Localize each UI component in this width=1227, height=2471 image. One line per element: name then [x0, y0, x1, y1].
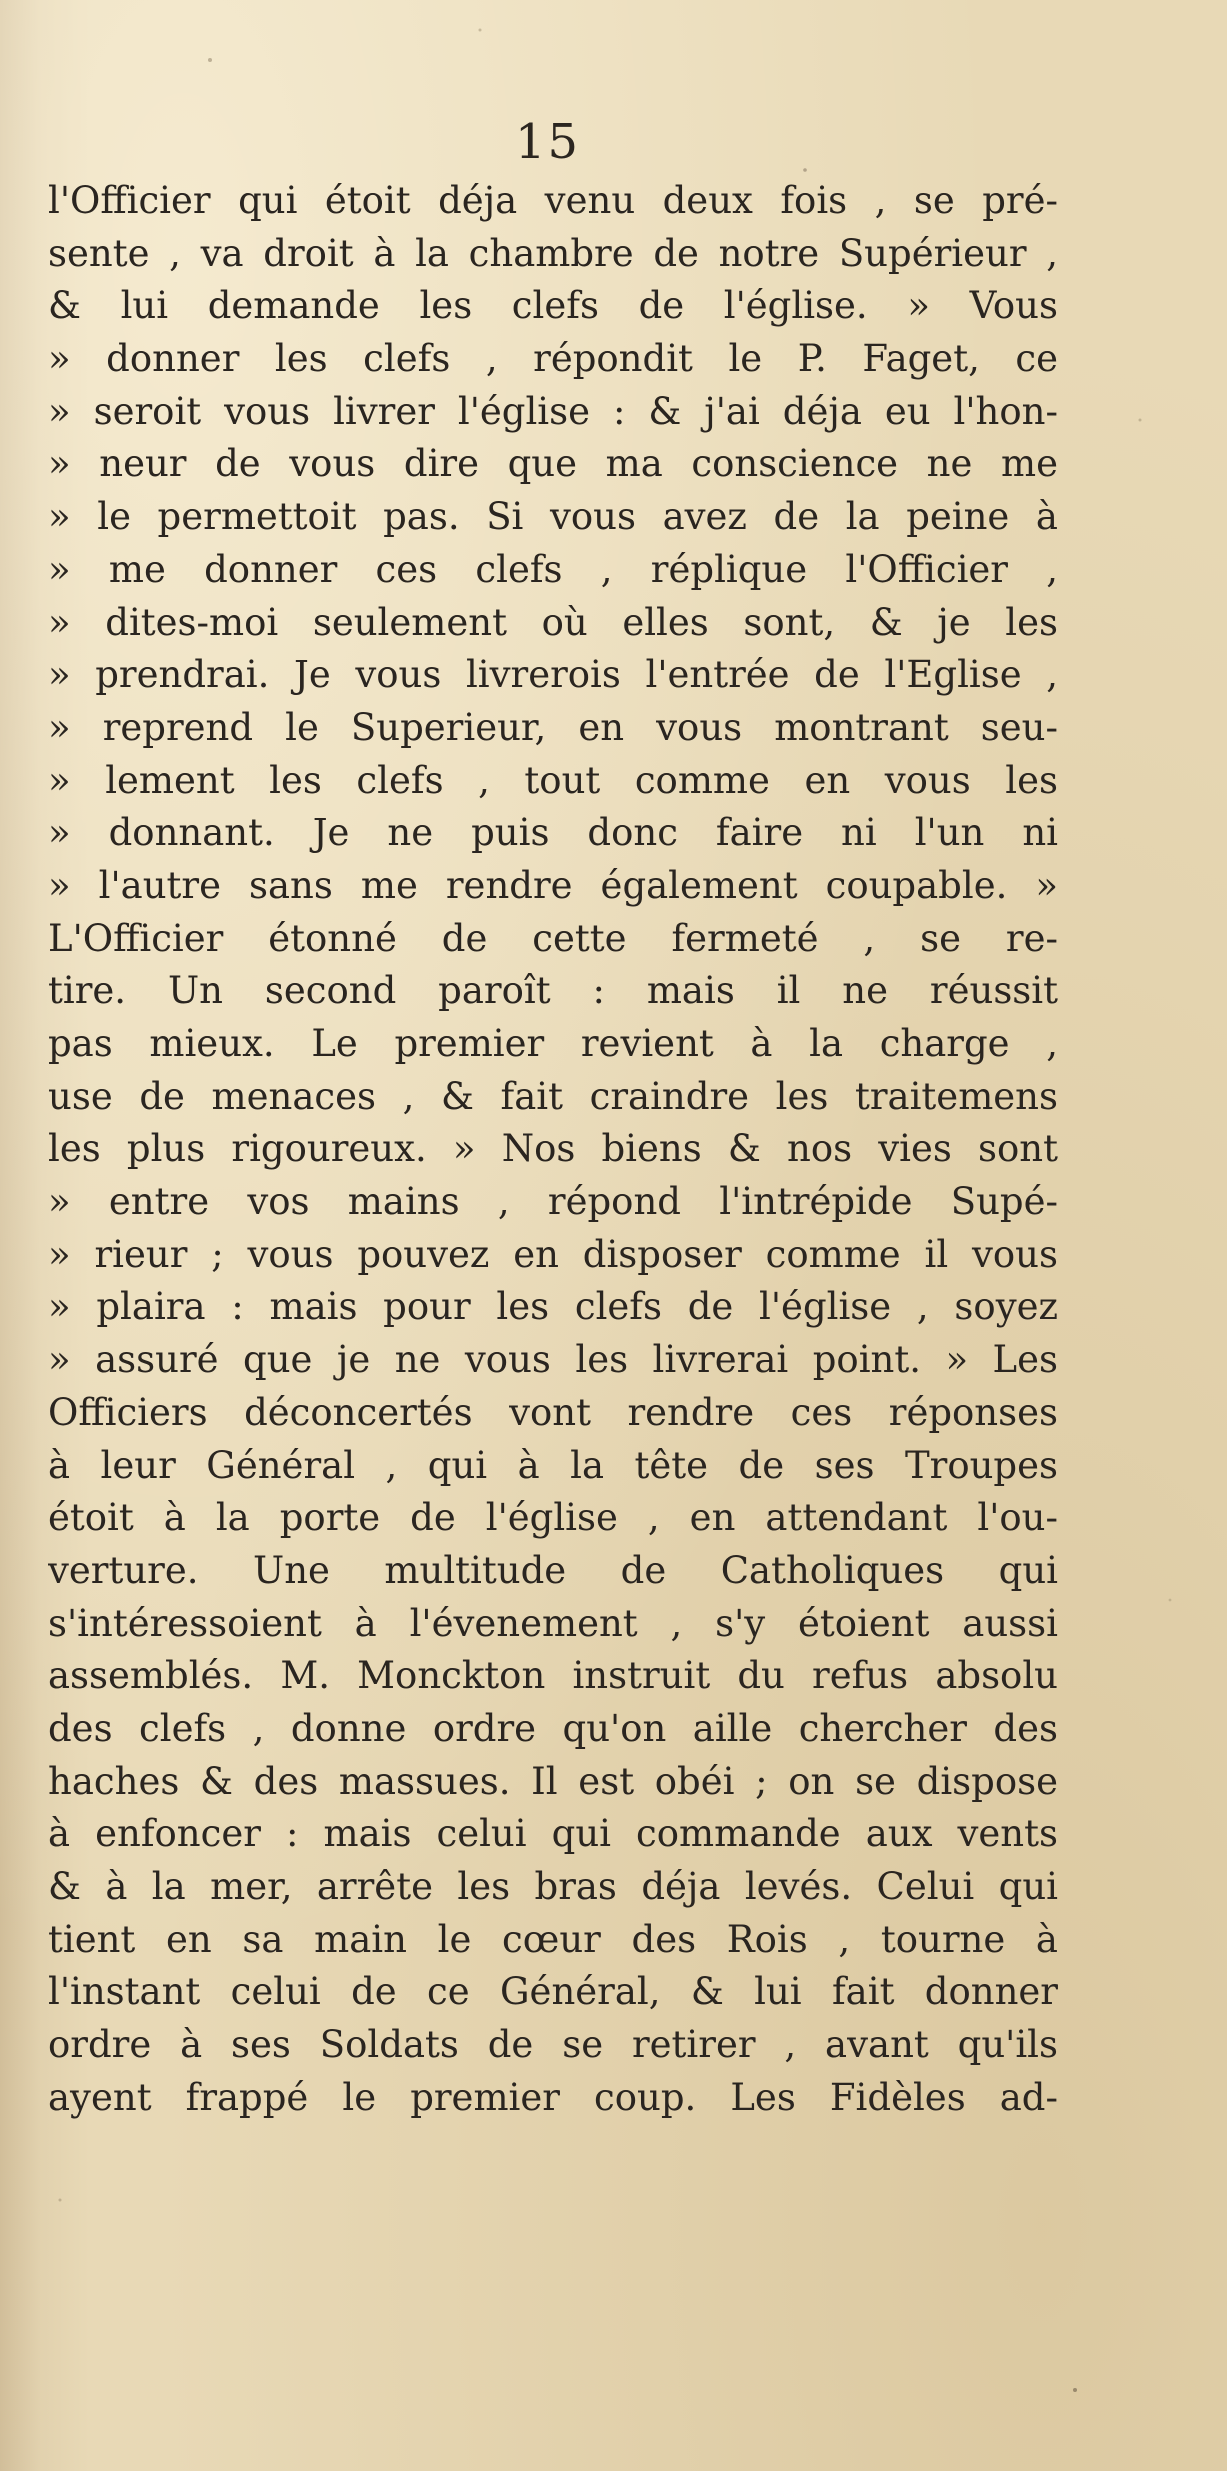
text-line: à leur Général , qui à la tête de ses Troupes — [48, 1443, 1058, 1487]
text-line: » lement les clefs , tout comme en vous les — [48, 758, 1058, 802]
text-line: pas mieux. Le premier revient à la charge , — [48, 1022, 1058, 1065]
text-line: haches & des massues. Il est obéi ; on se dispose — [48, 1759, 1058, 1803]
text-line: » entre vos mains , répond l'intrépide Supé- — [48, 1180, 1058, 1224]
text-line: & lui demande les clefs de l'église. » Vous — [48, 284, 1058, 328]
text-line: à enfoncer : mais celui qui commande aux vents — [48, 1812, 1058, 1856]
text-line: assemblés. M. Monckton instruit du refus absolu — [48, 1654, 1058, 1698]
text-line: » reprend le Superieur, en vous montrant seu- — [48, 705, 1058, 749]
text-line: Officiers déconcertés vont rendre ces réponses — [48, 1390, 1058, 1434]
text-line: ordre à ses Soldats de se retirer , avant qu'ils — [48, 2023, 1058, 2067]
text-line: ayent frappé le premier coup. Les Fidèles ad- — [48, 2075, 1058, 2119]
text-line: » neur de vous dire que ma conscience ne me — [48, 442, 1058, 486]
text-line: » dites-moi seulement où elles sont, & je les — [48, 600, 1058, 644]
text-line: » le permettoit pas. Si vous avez de la peine à — [48, 495, 1058, 539]
text-line: étoit à la porte de l'église , en attendant l'ou- — [48, 1496, 1058, 1540]
text-line: l'instant celui de ce Général, & lui fait donner — [48, 1970, 1058, 2014]
text-line: » donnant. Je ne puis donc faire ni l'un ni — [48, 811, 1058, 855]
text-line: & à la mer, arrête les bras déja levés. Celui qui — [48, 1865, 1058, 1908]
text-line: use de menaces , & fait craindre les traitemens — [48, 1074, 1058, 1118]
page-number: 15 — [515, 114, 581, 170]
text-line: » donner les clefs , répondit le P. Faget, ce — [48, 337, 1058, 381]
text-line: » prendrai. Je vous livrerois l'entrée de l'Eglise , — [48, 653, 1058, 697]
text-line: » assuré que je ne vous les livrerai point. » Les — [48, 1338, 1058, 1382]
text-line: » seroit vous livrer l'église : & j'ai déja eu l'hon- — [48, 389, 1058, 433]
text-line: verture. Une multitude de Catholiques qui — [48, 1548, 1058, 1592]
text-line: tient en sa main le cœur des Rois , tourne à — [48, 1917, 1058, 1961]
text-line: l'Officier qui étoit déja venu deux fois , se pré- — [48, 179, 1058, 222]
text-line: s'intéressoient à l'évenement , s'y étoient aussi — [48, 1601, 1058, 1645]
text-line: sente , va droit à la chambre de notre Supérieur , — [48, 231, 1058, 275]
text-line: L'Officier étonné de cette fermeté , se re- — [48, 916, 1058, 960]
text-line: des clefs , donne ordre qu'on aille chercher des — [48, 1706, 1058, 1750]
text-line: » rieur ; vous pouvez en disposer comme il vous — [48, 1232, 1058, 1276]
text-line: les plus rigoureux. » Nos biens & nos vies sont — [48, 1127, 1058, 1171]
text-line: » l'autre sans me rendre également coupable. » — [48, 863, 1058, 907]
text-line: » me donner ces clefs , réplique l'Officier , — [48, 547, 1058, 591]
text-line: tire. Un second paroît : mais il ne réussit — [48, 969, 1058, 1013]
body-text — [48, 175, 1058, 2124]
text-line: » plaira : mais pour les clefs de l'église , soyez — [48, 1285, 1058, 1329]
